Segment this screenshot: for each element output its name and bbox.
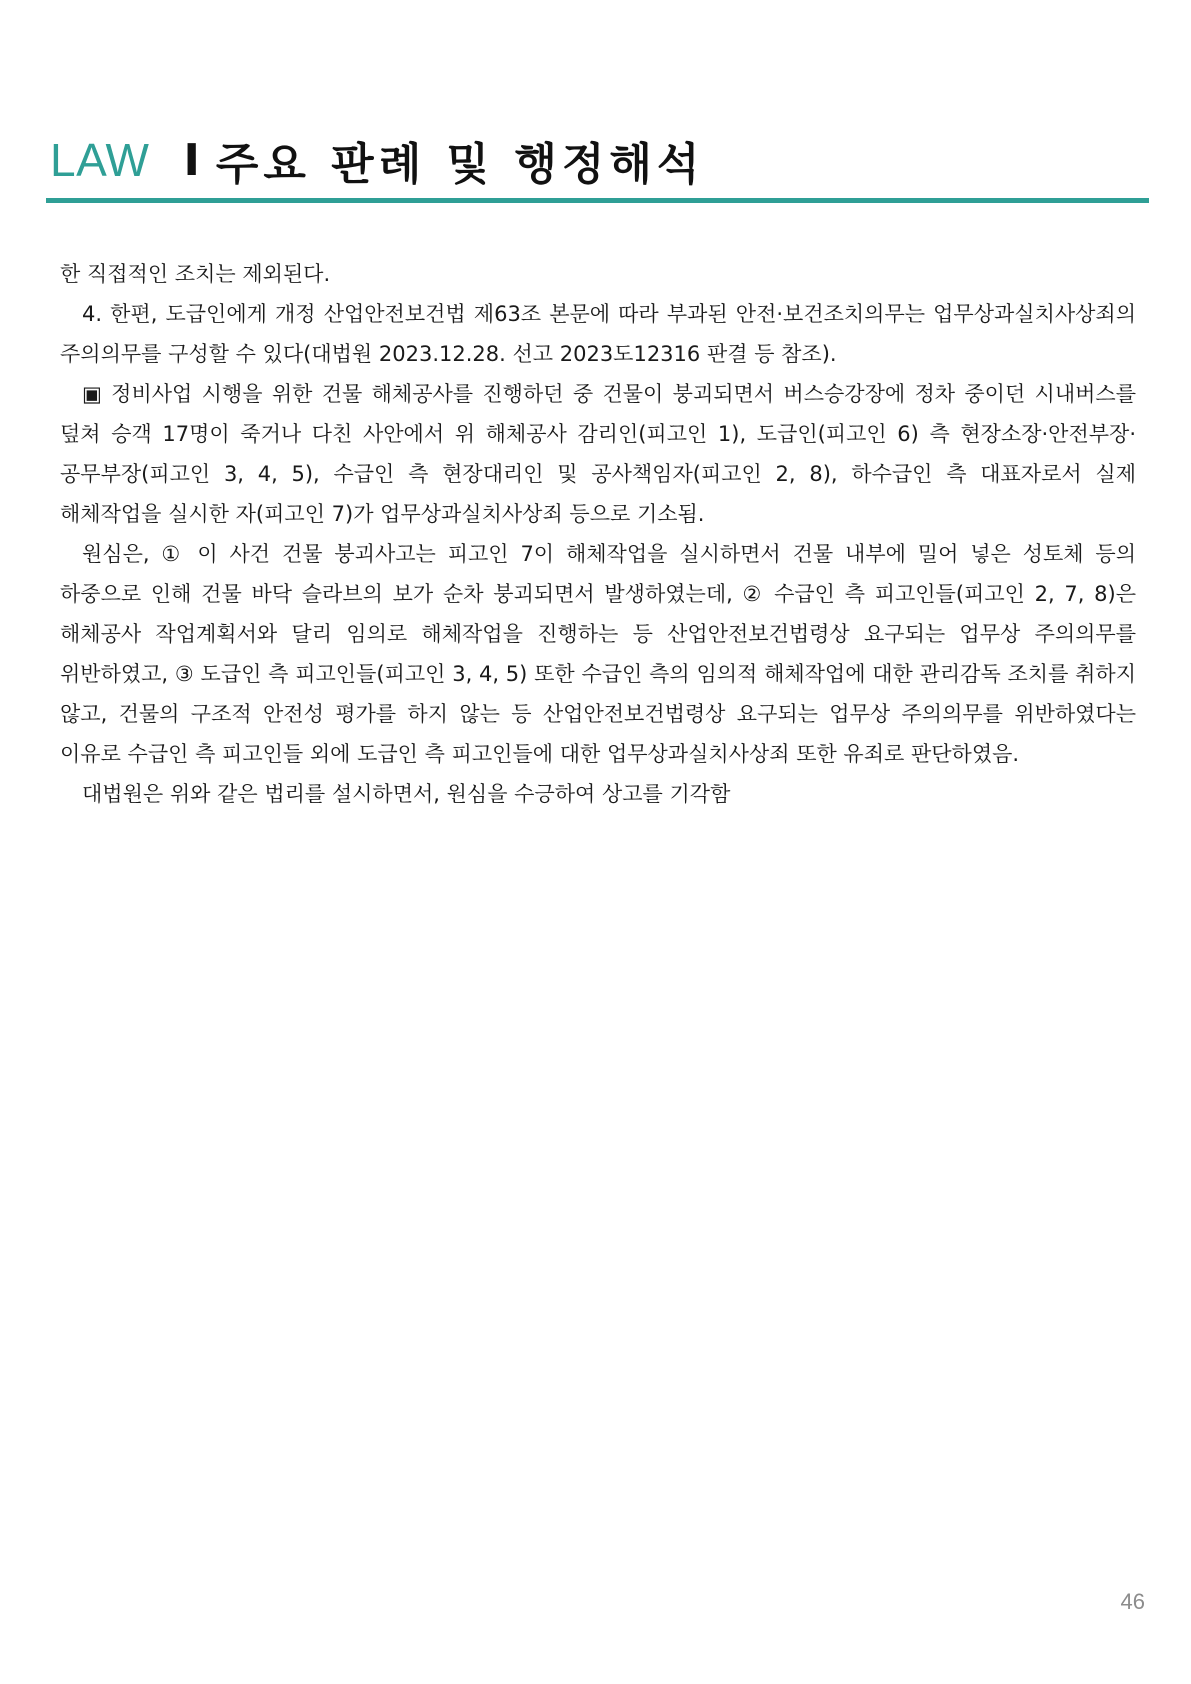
page-header	[50, 128, 704, 192]
lower-court-paragraph: 원심은, ① 이 사건 건물 붕괴사고는 피고인 7이 해체작업을 실시하면서 건물 내부에 밀어 넣은 성토체 등의 하중으로 인해 건물 바닥 슬라브의 보가 순차 붕괴되면서 발생하였는데, ② 수급인 측 피고인들(피고인 2, 7, 8)은 해체공사 작업계획서와 달리 임의로 해체작업을 진행하는 등 산업안전보건법령상 요구되는 업무상 주의의무를 위반하였고, ③ 도급인 측 피고인들(피고인 3, 4, 5) 또한 수급인 측의 임의적 해체작업에 대한 관리감독 조치를 취하지 않고, 건물의 구조적 안전성 평가를 하지 않는 등 산업안전보건법령상 요구되는 업무상 주의의무를 위반하였다는 이유로 수급인 측 피고인들 외에 도급인 측 피고인들에 대한 업무상과실치사상죄 또한 유죄로 판단하였음.	[60, 542, 1136, 766]
section-label: LAW	[50, 134, 150, 186]
page-title: 주요 판례 및 행정해석	[215, 139, 705, 190]
header-divider	[46, 198, 1149, 203]
body-paragraph-4: 4. 한편, 도급인에게 개정 산업안전보건법 제63조 본문에 따라 부과된 안전·보건조치의무는 업무상과실치사상죄의 주의의무를 구성할 수 있다(대법원 2023.12.28. 선고 2023도12316 판결 등 참조).	[60, 302, 1136, 366]
case-summary-paragraph: ▣ 정비사업 시행을 위한 건물 해체공사를 진행하던 중 건물이 붕괴되면서 버스승강장에 정차 중이던 시내버스를 덮쳐 승객 17명이 죽거나 다친 사안에서 위 해체공사 감리인(피고인 1), 도급인(피고인 6) 측 현장소장·안전부장·공무부장(피고인 3, 4, 5), 수급인 측 현장대리인 및 공사책임자(피고인 2, 8), 하수급인 측 대표자로서 실제 해체작업을 실시한 자(피고인 7)가 업무상과실치사상죄 등으로 기소됨.	[60, 382, 1136, 526]
page-number: 46	[1120, 1589, 1145, 1614]
body-paragraph-continuation: 한 직접적인 조치는 제외된다.	[60, 262, 331, 286]
document-body	[60, 254, 1136, 814]
header-separator: I	[183, 134, 200, 186]
supreme-court-conclusion: 대법원은 위와 같은 법리를 설시하면서, 원심을 수긍하여 상고를 기각함	[82, 782, 731, 806]
